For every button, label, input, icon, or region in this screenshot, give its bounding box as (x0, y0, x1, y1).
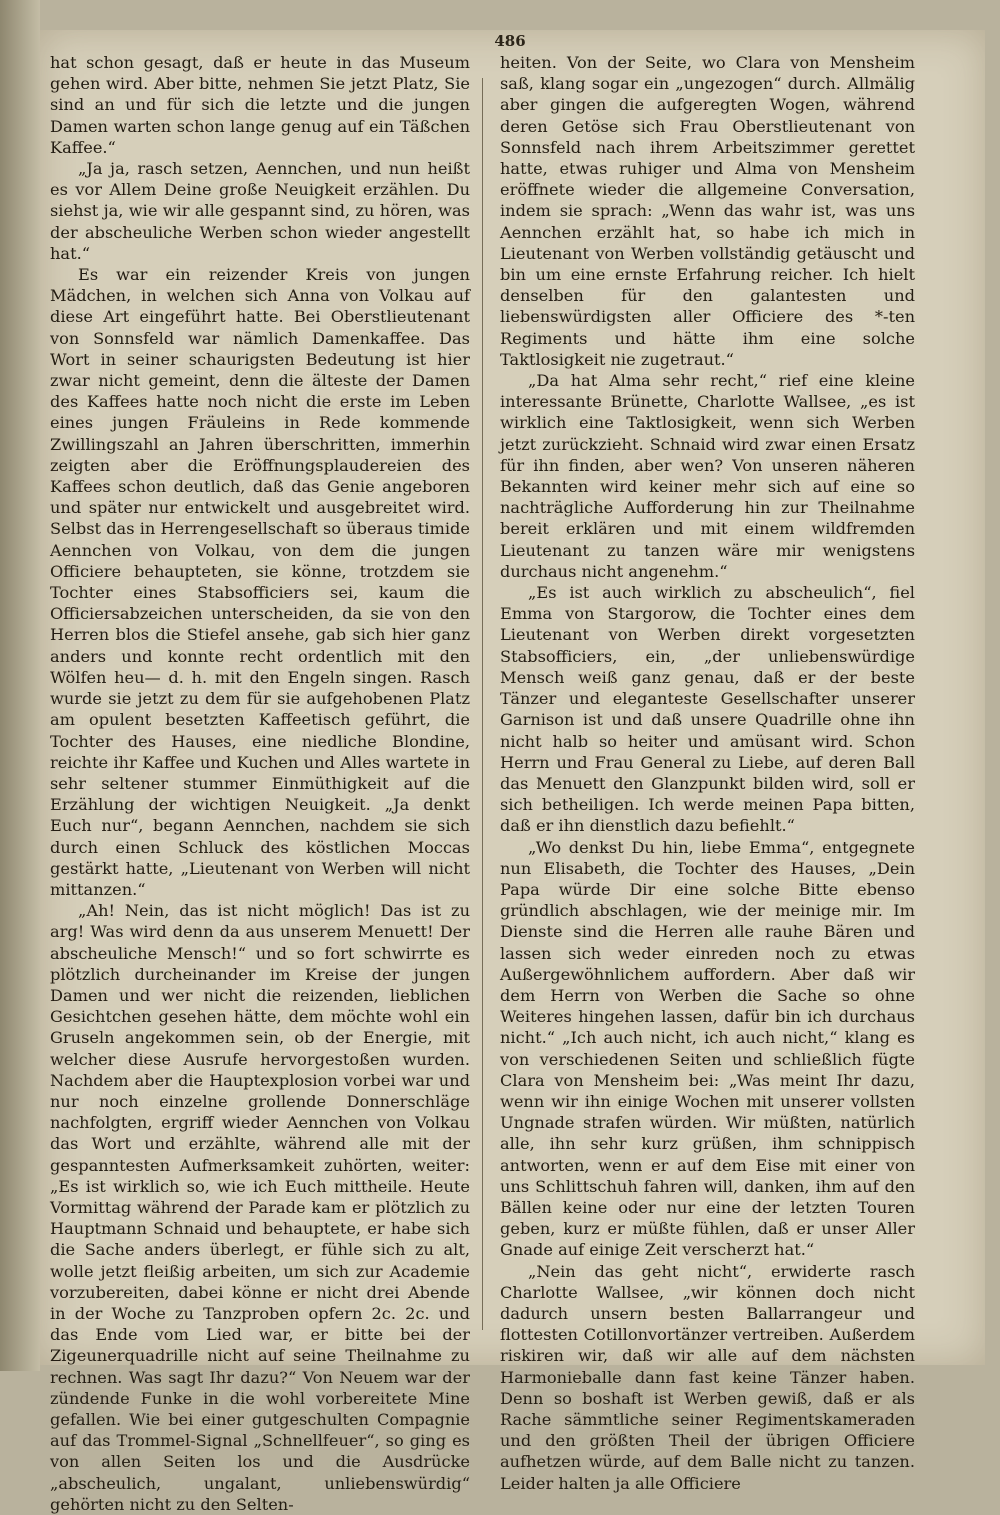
paragraph: „Da hat Alma sehr recht,“ rief eine kleine interessante Brünette, Charlotte Wallsee, „es ist wirklich eine Taktlosigkeit, wenn sich Werben jetzt zurückzieht. Schnaid wird zwar einen Ersatz für ihn finden, aber wen? Von unseren näheren Bekannten wird keiner mehr sich auf eine so nachträgliche Aufforderung hin zur Theilnahme bereit erklären und mit einem wildfremden Lieutenant zu tanzen wäre mir wenigstens durchaus nicht angenehm.“ (500, 371, 915, 581)
paragraph: „Ah! Nein, das ist nicht möglich! Das ist zu arg! Was wird denn da aus unserem Menuett! Der abscheuliche Mensch!“ und so fort schwirrte es plötzlich durcheinander im Kreise der jungen Damen und wer nicht die reizenden, lieblichen Gesichtchen gesehen hätte, dem möchte wohl ein Gruseln angekommen sein, ob der Energie, mit welcher diese Ausrufe hervorgestoßen wurden. Nachdem aber die Hauptexplosion vorbei war und nur noch einzelne grollende Donnerschläge nachfolgten, ergriff wieder Aennchen von Volkau das Wort und erzählte, während alle mit der gespanntesten Aufmerksamkeit zuhörten, weiter: „Es ist wirklich so, wie ich Euch mittheile. Heute Vormittag während der Parade kam er plötzlich zu Hauptmann Schnaid und behauptete, er habe sich die Sache anders überlegt, er fühle sich zu alt, wolle jetzt fleißig arbeiten, um sich zur Academie vorzubereiten, dabei könne er nicht drei Abende in der Woche zu Tanzproben opfern 2c. 2c. und das Ende vom Lied war, er bitte bei der Zigeunerquadrille nicht auf seine Theilnahme zu rechnen. Was sagt Ihr dazu?“ Von Neuem war der zündende Funke in die wohl vorbereitete Mine gefallen. Wie bei einer gutgeschulten Compagnie auf das Trommel-Signal „Schnellfeuer“, so ging es von allen Seiten los und die Ausdrücke „abscheulich, ungalant, unliebenswürdig“ gehörten nicht zu den Selten- (50, 901, 470, 1514)
paragraph: Es war ein reizender Kreis von jungen Mädchen, in welchen sich Anna von Volkau auf diese Art eingeführt hatte. Bei Oberstlieutenant von Sonnsfeld war nämlich Damenkaffee. Das Wort in seiner schaurigsten Bedeutung ist hier zwar nicht gemeint, denn die älteste der Damen des Kaffees hatte noch nicht die erste im Leben eines jungen Fräuleins in Rede kommende Zwillingszahl an Jahren überschritten, immerhin zeigten aber die Eröffnungsplaudereien des Kaffees schon deutlich, daß das Genie angeboren und später nur entwickelt und ausgebreitet wird. Selbst das in Herrengesellschaft so überaus timide Aennchen von Volkau, von dem die jungen Officiere behaupteten, sie könne, trotzdem sie Tochter eines Stabsofficiers sei, kaum die Officiersabzeichen unterscheiden, da sie von den Herren blos die Stiefel ansehe, gab sich hier ganz anders und konnte recht ordentlich mit den Wölfen heu— d. h. mit den Engeln singen. Rasch wurde sie jetzt zu dem für sie aufgehobenen Platz am opulent besetzten Kaffeetisch geführt, die Tochter des Hauses, eine niedliche Blondine, reichte ihr Kaffee und Kuchen und Alles wartete in sehr seltener stummer Einmüthigkeit auf die Erzählung der wichtigen Neuigkeit. „Ja denkt Euch nur“, begann Aennchen, nachdem sie sich durch einen Schluck des köstlichen Moccas gestärkt hatte, „Lieutenant von Werben will nicht mittanzen.“ (50, 265, 470, 899)
paragraph: „Wo denkst Du hin, liebe Emma“, entgegnete nun Elisabeth, die Tochter des Hauses, „Dein Papa würde Dir eine solche Bitte ebenso gründlich abschlagen, wie der meinige mir. Im Dienste sind die Herren alle rauhe Bären und lassen sich weder einreden noch zu etwas Außergewöhnlichem auffordern. Aber daß wir dem Herrn von Werben die Sache so ohne Weiteres hingehen lassen, dafür bin ich durchaus nicht.“ „Ich auch nicht, ich auch nicht,“ klang es von verschiedenen Seiten und schließlich fügte Clara von Mensheim bei: „Was meint Ihr dazu, wenn wir ihn einige Wochen mit unserer vollsten Ungnade strafen würden. Wir müßten, natürlich alle, ihn sehr kurz grüßen, ihm schnippisch antworten, wenn er auf dem Eise mit einer von uns Schlittschuh fahren will, danken, ihm auf den Bällen keine oder nur eine der letzten Touren geben, kurz er müßte fühlen, daß er unser Aller Gnade auf einige Zeit verscherzt hat.“ (500, 837, 915, 1260)
paragraph: heiten. Von der Seite, wo Clara von Mensheim saß, klang sogar ein „ungezogen“ durch. Allmälig aber gingen die aufgeregten Wogen, während deren Getöse sich Frau Oberstlieutenant von Sonnsfeld nach ihrem Arbeitszimmer gerettet hatte, etwas ruhiger und Alma von Mensheim eröffnete wieder die allgemeine Conversation, indem sie sprach: „Wenn das wahr ist, was uns Aennchen erzählt hat, so habe ich mich in Lieutenant von Werben vollständig getäuscht und bin um eine ernste Erfahrung reicher. Ich hielt denselben für den galantesten und liebenswürdigsten aller Officiere des *-ten Regiments und hätte ihm eine solche Taktlosigkeit nie zugetraut.“ (500, 53, 915, 369)
paragraph: „Nein das geht nicht“, erwiderte rasch Charlotte Wallsee, „wir können doch nicht dadurch unsern besten Ballarrangeur und flottesten Cotillonvortänzer vertreiben. Außerdem riskiren wir, daß wir alle auf dem nächsten Harmonieballe dann fast keine Tänzer haben. Denn so boshaft ist Werben gewiß, daß er als Rache sämmtliche seiner Regimentskameraden und den größten Theil der übrigen Officiere aufhetzen würde, auf dem Balle nicht zu tanzen. Leider halten ja alle Officiere (500, 1261, 915, 1493)
right-text-column (500, 52, 915, 1494)
paragraph: „Ja ja, rasch setzen, Aennchen, und nun heißt es vor Allem Deine große Neuigkeit erzählen. Du siehst ja, wie wir alle gespannt sind, zu hören, was der abscheuliche Werben schon wieder angestellt hat.“ (50, 159, 470, 263)
column-divider (482, 78, 483, 1330)
book-spine-shadow (0, 0, 40, 1371)
page-number: 486 (494, 32, 526, 50)
paragraph: hat schon gesagt, daß er heute in das Museum gehen wird. Aber bitte, nehmen Sie jetzt Platz, Sie sind an und für sich die letzte und die jungen Damen warten schon lange genug auf ein Täßchen Kaffee.“ (50, 53, 470, 157)
paragraph: „Es ist auch wirklich zu abscheulich“, fiel Emma von Stargorow, die Tochter eines dem Lieutenant von Werben direkt vorgesetzten Stabsofficiers, ein, „der unliebenswürdige Mensch weiß ganz genau, daß er der beste Tänzer und eleganteste Gesellschafter unserer Garnison ist und daß unsere Quadrille ohne ihn nicht halb so heiter und amüsant wird. Schon Herrn und Frau General zu Liebe, auf deren Ball das Menuett den Glanzpunkt bilden wird, soll er sich betheiligen. Ich werde meinen Papa bitten, daß er ihn dienstlich dazu befiehlt.“ (500, 583, 915, 836)
left-text-column (50, 52, 470, 1515)
